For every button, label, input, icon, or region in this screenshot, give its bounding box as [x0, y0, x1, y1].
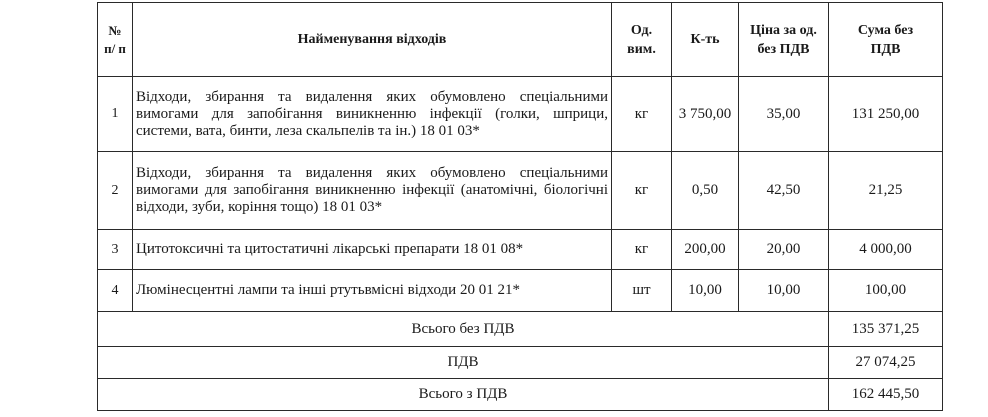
row-unit: шт — [612, 270, 672, 312]
row-sum: 100,00 — [829, 270, 943, 312]
row-qty: 10,00 — [672, 270, 739, 312]
total-label: Всього без ПДВ — [98, 312, 829, 347]
total-row — [98, 379, 943, 411]
row-sum: 131 250,00 — [829, 77, 943, 152]
header-unit: Од. вим. — [612, 3, 672, 77]
vat-value: 27 074,25 — [829, 347, 943, 379]
row-price: 42,50 — [739, 152, 829, 230]
row-name: Відходи, збирання та видалення яких обумовлено спеціальними вимогами для запобігання виникненню інфекції (голки, шприци, системи, вата, бинти, леза скальпелів та ін.) 18 01 03* — [133, 77, 612, 152]
total-value: 135 371,25 — [829, 312, 943, 347]
header-num: № п/ п — [98, 3, 133, 77]
row-name: Відходи, збирання та видалення яких обумовлено спеціальними вимогами для запобігання виникненню інфекції (анатомічні, біологічні відходи, зуби, коріння тощо) 18 01 03* — [133, 152, 612, 230]
header-price: Ціна за од. без ПДВ — [739, 3, 829, 77]
row-unit: кг — [612, 152, 672, 230]
waste-table — [97, 2, 943, 411]
vat-label: ПДВ — [98, 347, 829, 379]
row-num: 1 — [98, 77, 133, 152]
row-qty: 0,50 — [672, 152, 739, 230]
row-sum: 21,25 — [829, 152, 943, 230]
table-row — [98, 270, 943, 312]
table-row — [98, 152, 943, 230]
table-row — [98, 230, 943, 270]
row-name: Люмінесцентні лампи та інші ртутьвмісні відходи 20 01 21* — [133, 270, 612, 312]
row-price: 20,00 — [739, 230, 829, 270]
table-row — [98, 77, 943, 152]
row-unit: кг — [612, 230, 672, 270]
row-name: Цитотоксичні та цитостатичні лікарські препарати 18 01 08* — [133, 230, 612, 270]
total-row — [98, 312, 943, 347]
row-num: 2 — [98, 152, 133, 230]
header-qty: К-ть — [672, 3, 739, 77]
header-row — [98, 3, 943, 77]
row-price: 10,00 — [739, 270, 829, 312]
total-row — [98, 347, 943, 379]
row-qty: 3 750,00 — [672, 77, 739, 152]
grand-total-label: Всього з ПДВ — [98, 379, 829, 411]
row-sum: 4 000,00 — [829, 230, 943, 270]
header-sum: Сума без ПДВ — [829, 3, 943, 77]
row-price: 35,00 — [739, 77, 829, 152]
row-unit: кг — [612, 77, 672, 152]
row-qty: 200,00 — [672, 230, 739, 270]
row-num: 3 — [98, 230, 133, 270]
header-name: Найменування відходів — [133, 3, 612, 77]
row-num: 4 — [98, 270, 133, 312]
grand-total-value: 162 445,50 — [829, 379, 943, 411]
